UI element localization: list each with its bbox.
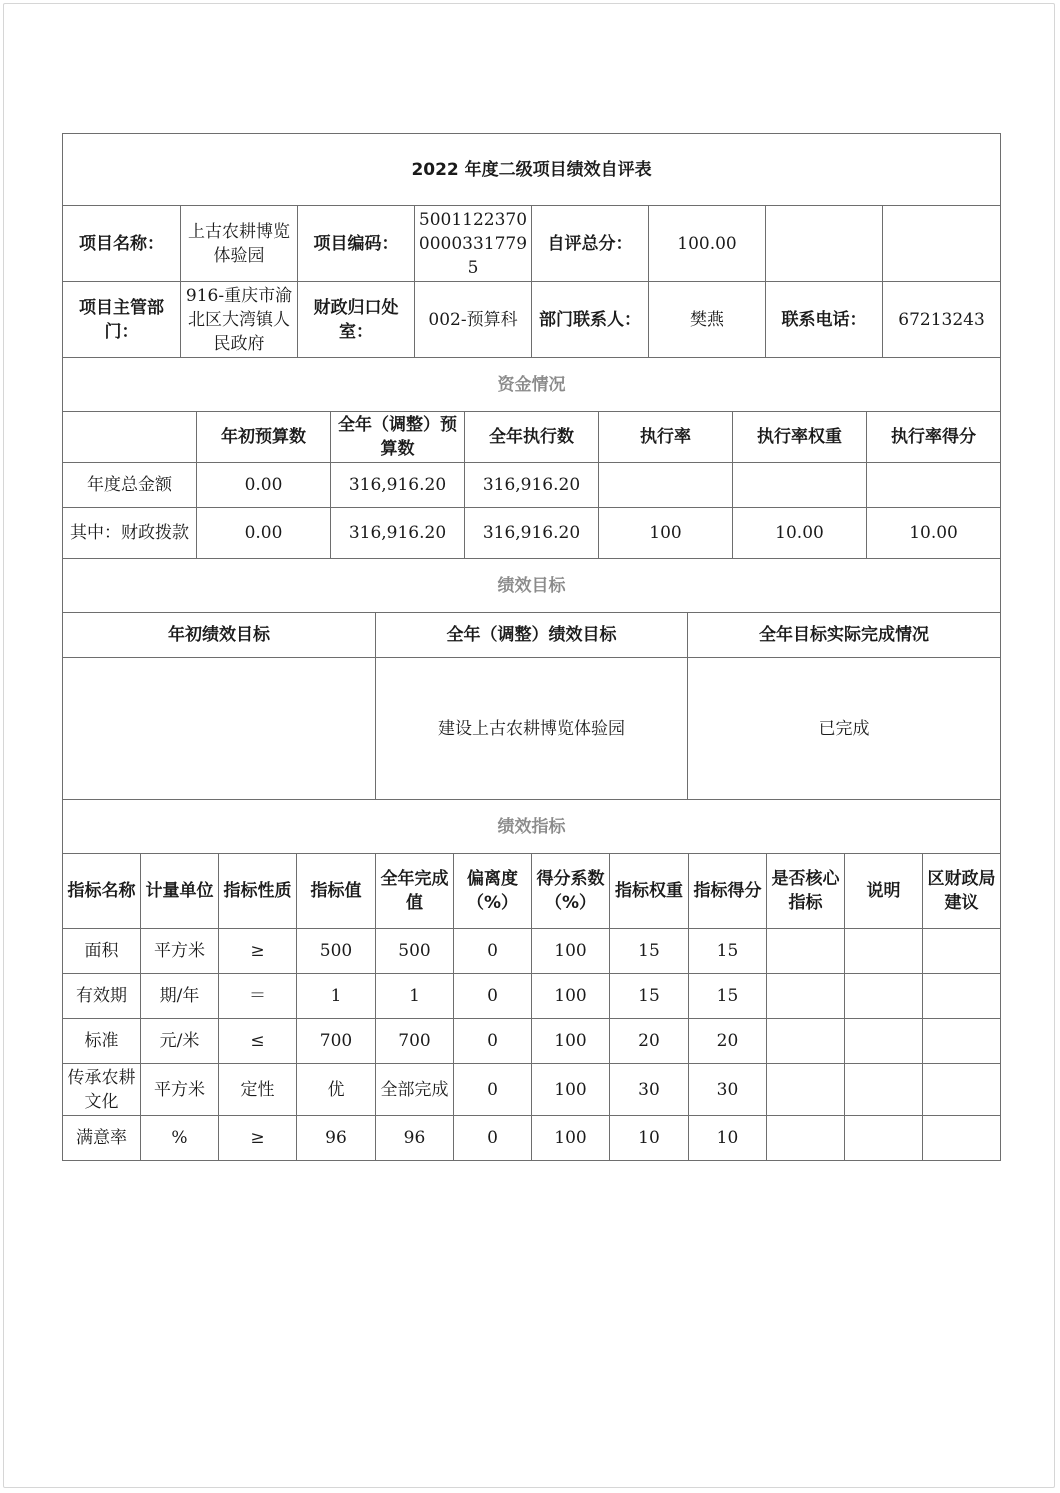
table-cell: 100 [532,1116,610,1161]
table-row [63,974,1001,1019]
funds-header-cell [63,412,197,463]
table-cell: % [141,1116,219,1161]
funds-header-cell: 执行率 [599,412,733,463]
funds-header-cell: 执行率权重 [733,412,867,463]
self-score: 100.00 [649,206,766,282]
indicator-header-cell: 说明 [845,854,923,929]
dept-label: 项目主管部门： [63,282,181,358]
table-cell: 20 [610,1019,689,1064]
table-cell: 0 [454,1019,532,1064]
phone: 67213243 [883,282,1001,358]
table-cell: 500 [297,929,376,974]
table-cell: 316,916.20 [331,508,465,559]
table-cell: 0 [454,1064,532,1116]
dept: 916-重庆市渝北区大湾镇人民政府 [181,282,298,358]
empty-cell [883,206,1001,282]
table-cell: 316,916.20 [331,463,465,508]
table-cell: 100 [532,974,610,1019]
table-cell: 10 [610,1116,689,1161]
table-cell: 有效期 [63,974,141,1019]
project-name-label: 项目名称： [63,206,181,282]
indicators-table [62,799,1001,1161]
table-cell [767,1064,845,1116]
table-row [63,929,1001,974]
goal-completion: 已完成 [688,658,1001,800]
project-code-label: 项目编码： [298,206,415,282]
table-cell: 15 [610,929,689,974]
indicator-header-cell: 计量单位 [141,854,219,929]
finance-label: 财政归口处室： [298,282,415,358]
table-cell: 平方米 [141,1064,219,1116]
goals-header-cell: 全年目标实际完成情况 [688,613,1001,658]
table-cell [845,929,923,974]
table-cell: ＝ [219,974,297,1019]
table-cell: 平方米 [141,929,219,974]
goals-section-title: 绩效目标 [63,559,1001,613]
table-cell [767,1116,845,1161]
table-cell [767,974,845,1019]
table-cell: 30 [610,1064,689,1116]
funds-header-cell: 全年（调整）预算数 [331,412,465,463]
table-cell: 传承农耕文化 [63,1064,141,1116]
goals-header-cell: 全年（调整）绩效目标 [376,613,688,658]
finance: 002-预算科 [415,282,532,358]
contact: 樊燕 [649,282,766,358]
table-row [63,508,1001,559]
table-cell: 700 [297,1019,376,1064]
table-cell: 316,916.20 [465,508,599,559]
table-cell: 0 [454,929,532,974]
table-cell: 500 [376,929,454,974]
table-cell: 316,916.20 [465,463,599,508]
indicator-header-cell: 偏离度（%） [454,854,532,929]
indicator-header-cell: 指标权重 [610,854,689,929]
contact-label: 部门联系人： [532,282,649,358]
table-cell: ≤ [219,1019,297,1064]
table-cell: 年度总金额 [63,463,197,508]
funds-table [62,357,1001,559]
table-cell [845,1064,923,1116]
adjusted-goal: 建设上古农耕博览体验园 [376,658,688,800]
table-cell: 10 [689,1116,767,1161]
table-row [63,1116,1001,1161]
table-cell [923,1019,1001,1064]
funds-header-cell: 全年执行数 [465,412,599,463]
indicator-header-cell: 全年完成值 [376,854,454,929]
initial-goal [63,658,376,800]
table-cell: 1 [297,974,376,1019]
table-cell: 96 [376,1116,454,1161]
table-row [63,1064,1001,1116]
project-code: 500112237000003317795 [415,206,532,282]
table-cell: 0.00 [197,463,331,508]
info-table [62,133,1001,358]
table-cell: 0 [454,974,532,1019]
table-cell: 100 [532,1064,610,1116]
goals-table [62,558,1001,800]
table-cell: 700 [376,1019,454,1064]
table-cell [867,463,1001,508]
table-cell [923,1064,1001,1116]
table-cell: 面积 [63,929,141,974]
indicator-header-cell: 指标得分 [689,854,767,929]
empty-cell [766,206,883,282]
table-cell: 元/米 [141,1019,219,1064]
table-cell [923,929,1001,974]
table-cell: 15 [610,974,689,1019]
table-cell: 20 [689,1019,767,1064]
indicator-header-cell: 指标名称 [63,854,141,929]
table-cell: 定性 [219,1064,297,1116]
table-cell: 满意率 [63,1116,141,1161]
indicator-header-cell: 是否核心指标 [767,854,845,929]
funds-header-cell: 年初预算数 [197,412,331,463]
indicator-header-cell: 得分系数（%） [532,854,610,929]
table-cell: 全部完成 [376,1064,454,1116]
phone-label: 联系电话： [766,282,883,358]
indicator-header-cell: 指标值 [297,854,376,929]
indicators-section-title: 绩效指标 [63,800,1001,854]
goals-header-cell: 年初绩效目标 [63,613,376,658]
table-cell: 1 [376,974,454,1019]
table-cell: 标准 [63,1019,141,1064]
table-cell [733,463,867,508]
table-row [63,1019,1001,1064]
table-cell [845,974,923,1019]
table-cell [923,974,1001,1019]
table-cell: 100 [532,1019,610,1064]
table-cell: ≥ [219,1116,297,1161]
table-cell [845,1116,923,1161]
funds-section-title: 资金情况 [63,358,1001,412]
page-title: 2022 年度二级项目绩效自评表 [63,134,1001,206]
funds-header-cell: 执行率得分 [867,412,1001,463]
table-cell [767,1019,845,1064]
indicator-header-cell: 指标性质 [219,854,297,929]
table-cell: 100 [532,929,610,974]
table-cell: 其中：财政拨款 [63,508,197,559]
table-cell: ≥ [219,929,297,974]
table-cell: 15 [689,974,767,1019]
table-cell: 期/年 [141,974,219,1019]
table-row [63,463,1001,508]
self-score-label: 自评总分： [532,206,649,282]
table-cell: 96 [297,1116,376,1161]
indicator-header-cell: 区财政局建议 [923,854,1001,929]
table-cell: 10.00 [867,508,1001,559]
table-cell: 15 [689,929,767,974]
table-cell: 0.00 [197,508,331,559]
table-cell [923,1116,1001,1161]
table-cell: 30 [689,1064,767,1116]
table-cell [767,929,845,974]
table-cell: 100 [599,508,733,559]
table-cell: 10.00 [733,508,867,559]
table-cell: 0 [454,1116,532,1161]
project-name: 上古农耕博览体验园 [181,206,298,282]
table-cell [845,1019,923,1064]
table-cell [599,463,733,508]
table-cell: 优 [297,1064,376,1116]
